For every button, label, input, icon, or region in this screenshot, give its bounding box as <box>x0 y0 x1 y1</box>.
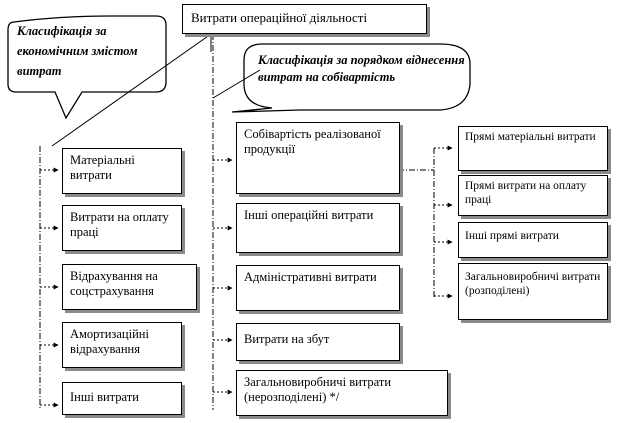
cost-item-direct-materials: Прямі матеріальні витрати <box>458 126 608 171</box>
economic-item-material: Матеріальні витрати <box>62 148 182 194</box>
economic-item-wages: Витрати на оплату праці <box>62 205 182 251</box>
order-item-cost-of-sales: Собівартість реалізованої продукції <box>236 122 400 194</box>
bubble-order-text: Класифікація за порядком віднесення витрат на собівартість <box>258 53 465 84</box>
cost-item-other-direct: Інші прямі витрати <box>458 222 608 258</box>
economic-item-other: Інші витрати <box>62 382 182 415</box>
order-item-selling: Витрати на збут <box>236 323 400 361</box>
economic-item-depreciation: Амортизаційні відрахування <box>62 322 182 368</box>
economic-item-social: Відрахування на соцстрахування <box>62 264 197 310</box>
order-item-overhead-unallocated: Загальновиробничі витрати (нерозподілені) */ <box>236 370 448 416</box>
order-item-administrative: Адміністративні витрати <box>236 265 400 311</box>
bubble-economic-text: Класифікація за економічним змістом витрат <box>17 24 138 78</box>
order-item-other-operating: Інші операційні витрати <box>236 203 400 253</box>
cost-item-direct-labor: Прямі витрати на оплату праці <box>458 175 608 216</box>
header-title: Витрати операційної діяльності <box>182 4 427 34</box>
cost-item-overhead-allocated: Загальновиробничі витрати (розподілені) <box>458 263 608 320</box>
